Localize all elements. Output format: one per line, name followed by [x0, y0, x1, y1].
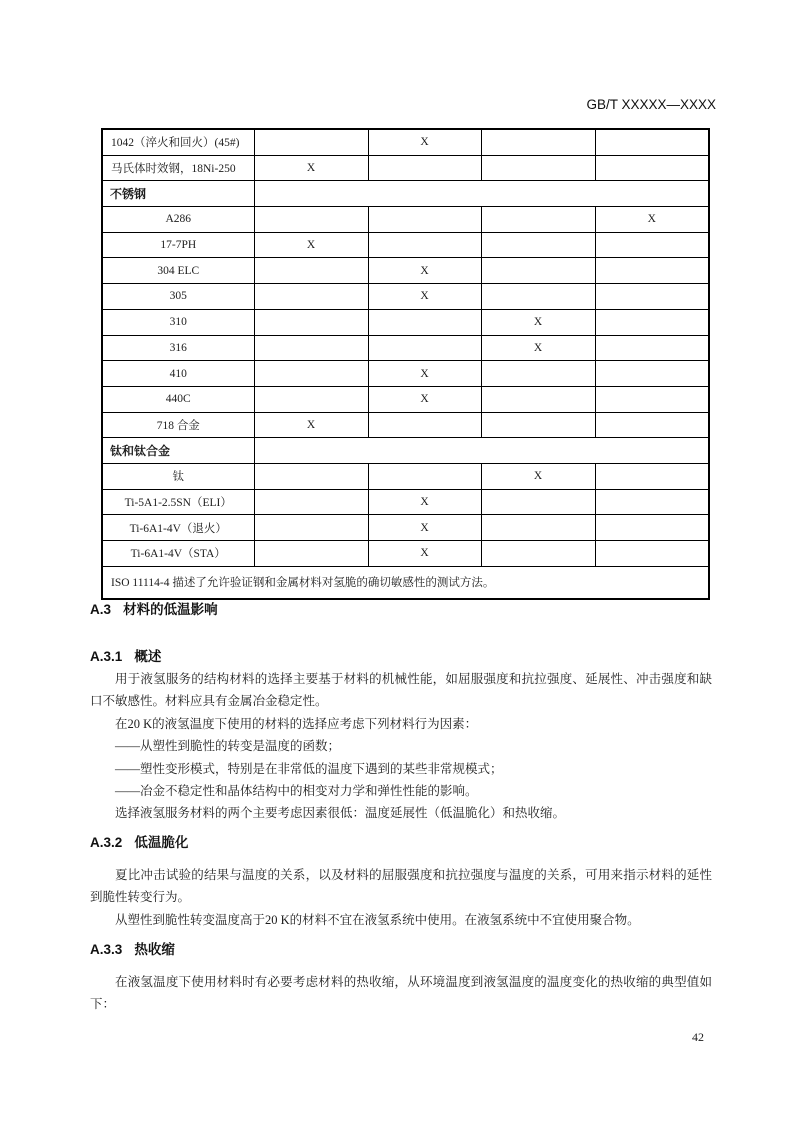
section-heading-a33: [90, 941, 712, 959]
heading-title: 热收缩: [134, 942, 175, 958]
materials-table-footer: [102, 566, 709, 599]
table-row: [102, 232, 709, 258]
material-name-cell: 440C: [102, 386, 254, 412]
empty-cell: [595, 515, 709, 541]
empty-cell: [595, 284, 709, 310]
x-mark-cell: X: [368, 361, 481, 387]
empty-cell: [595, 258, 709, 284]
table-row: [102, 335, 709, 361]
table-row: [102, 361, 709, 387]
paragraph-a31-1: 用于液氢服务的结构材料的选择主要基于材料的机械性能，如屈服强度和抗拉强度、延展性、冲击强度和缺口不敏感性。材料应具有金属冶金稳定性。: [90, 672, 712, 709]
material-name-cell: 1042（淬火和回火）(45#): [102, 129, 254, 155]
empty-cell: [481, 284, 595, 310]
table-row: [102, 463, 709, 489]
x-mark-cell: X: [368, 541, 481, 567]
table-row: [102, 207, 709, 233]
empty-cell: [368, 232, 481, 258]
section-span-cell: [254, 438, 709, 464]
x-mark-cell: X: [368, 258, 481, 284]
empty-cell: [254, 258, 368, 284]
material-name-cell: Ti-6A1-4V（STA）: [102, 541, 254, 567]
heading-title: 概述: [134, 649, 162, 664]
empty-cell: [595, 155, 709, 181]
empty-cell: [368, 335, 481, 361]
table-section-row: [102, 181, 709, 207]
table-row: [102, 515, 709, 541]
table-row: [102, 155, 709, 181]
paragraph-a33-1: 在液氢温度下使用材料时有必要考虑材料的热收缩，从环境温度到液氢温度的温度变化的热收缩的典型值如下：: [90, 975, 712, 1012]
paragraph-a32-2: 从塑性到脆性转变温度高于20 K的材料不宜在液氢系统中使用。在液氢系统中不宜使用聚合物。: [115, 912, 640, 927]
material-name-cell: 316: [102, 335, 254, 361]
empty-cell: [254, 463, 368, 489]
empty-cell: [481, 129, 595, 155]
material-name-cell: Ti-6A1-4V（退火）: [102, 515, 254, 541]
table-row: [102, 129, 709, 155]
x-mark-cell: X: [481, 335, 595, 361]
x-mark-cell: X: [595, 207, 709, 233]
standard-code-header: GB/T XXXXX—XXXX: [586, 97, 716, 112]
empty-cell: [254, 284, 368, 310]
x-mark-cell: X: [254, 155, 368, 181]
table-row: [102, 541, 709, 567]
paragraph-a32-1: 夏比冲击试验的结果与温度的关系，以及材料的屈服强度和抗拉强度与温度的关系，可用来指示材料的延性到脆性转变行为。: [90, 867, 712, 905]
materials-table-body: [102, 129, 709, 566]
x-mark-cell: X: [368, 284, 481, 310]
x-mark-cell: X: [254, 232, 368, 258]
x-mark-cell: X: [481, 309, 595, 335]
paragraph-a31-2: 在20 K的液氢温度下使用的材料的选择应考虑下列材料行为因素：: [115, 716, 478, 731]
empty-cell: [254, 335, 368, 361]
empty-cell: [595, 541, 709, 567]
empty-cell: [595, 412, 709, 438]
empty-cell: [368, 309, 481, 335]
table-row: [102, 386, 709, 412]
material-name-cell: 410: [102, 361, 254, 387]
empty-cell: [481, 361, 595, 387]
material-group-cell: 不锈钢: [102, 181, 254, 207]
heading-number: A.3.1: [90, 649, 123, 664]
table-section-row: [102, 438, 709, 464]
empty-cell: [481, 258, 595, 284]
material-name-cell: 17-7PH: [102, 232, 254, 258]
empty-cell: [595, 463, 709, 489]
empty-cell: [368, 207, 481, 233]
materials-table: [101, 128, 710, 600]
heading-number: A.3.2: [90, 834, 123, 850]
material-name-cell: 钛: [102, 463, 254, 489]
section-heading-a31: [90, 648, 712, 666]
empty-cell: [595, 361, 709, 387]
heading-number: A.3.3: [90, 942, 123, 958]
empty-cell: [595, 489, 709, 515]
material-group-cell: 钛和钛合金: [102, 438, 254, 464]
x-mark-cell: X: [368, 515, 481, 541]
empty-cell: [254, 129, 368, 155]
material-name-cell: 718 合金: [102, 412, 254, 438]
material-name-cell: Ti-5A1-2.5SN（ELI）: [102, 489, 254, 515]
paragraph-a31-3: 选择液氢服务材料的两个主要考虑因素很低：温度延展性（低温脆化）和热收缩。: [115, 806, 566, 821]
material-name-cell: 305: [102, 284, 254, 310]
material-name-cell: 304 ELC: [102, 258, 254, 284]
heading-title: 低温脆化: [134, 834, 189, 850]
table-row: [102, 284, 709, 310]
x-mark-cell: X: [254, 412, 368, 438]
empty-cell: [481, 489, 595, 515]
empty-cell: [481, 232, 595, 258]
table-footnote: ISO 11114-4 描述了允许验证钢和金属材料对氢脆的确切敏感性的测试方法。: [102, 566, 709, 599]
x-mark-cell: X: [368, 489, 481, 515]
section-heading-a3: [90, 601, 712, 619]
empty-cell: [254, 207, 368, 233]
material-name-cell: 310: [102, 309, 254, 335]
empty-cell: [254, 386, 368, 412]
empty-cell: [481, 386, 595, 412]
empty-cell: [595, 309, 709, 335]
empty-cell: [481, 515, 595, 541]
empty-cell: [368, 412, 481, 438]
empty-cell: [254, 489, 368, 515]
hydrogen-embrittlement-table: [101, 128, 710, 600]
dash-item-1: ——从塑性到脆性的转变是温度的函数；: [115, 739, 341, 754]
empty-cell: [595, 335, 709, 361]
dash-item-2: ——塑性变形模式，特别是在非常低的温度下遇到的某些非常规模式；: [115, 761, 503, 776]
empty-cell: [595, 386, 709, 412]
empty-cell: [481, 155, 595, 181]
table-row: [102, 309, 709, 335]
heading-title: 材料的低温影响: [123, 602, 218, 617]
empty-cell: [368, 155, 481, 181]
section-heading-a32: [90, 834, 712, 852]
x-mark-cell: X: [368, 129, 481, 155]
table-row: [102, 412, 709, 438]
empty-cell: [254, 541, 368, 567]
dash-item-3: ——冶金不稳定性和晶体结构中的相变对力学和弹性性能的影响。: [115, 784, 478, 799]
empty-cell: [481, 412, 595, 438]
table-row: [102, 258, 709, 284]
page-number: 42: [692, 1030, 704, 1044]
empty-cell: [254, 309, 368, 335]
table-footnote-row: [102, 566, 709, 599]
empty-cell: [481, 541, 595, 567]
material-name-cell: A286: [102, 207, 254, 233]
heading-number: A.3: [90, 602, 112, 617]
x-mark-cell: X: [481, 463, 595, 489]
empty-cell: [254, 515, 368, 541]
section-span-cell: [254, 181, 709, 207]
table-row: [102, 489, 709, 515]
material-name-cell: 马氏体时效钢，18Ni-250: [102, 155, 254, 181]
body-text: [90, 601, 712, 1016]
x-mark-cell: X: [368, 386, 481, 412]
empty-cell: [595, 232, 709, 258]
empty-cell: [595, 129, 709, 155]
empty-cell: [368, 463, 481, 489]
empty-cell: [254, 361, 368, 387]
empty-cell: [481, 207, 595, 233]
